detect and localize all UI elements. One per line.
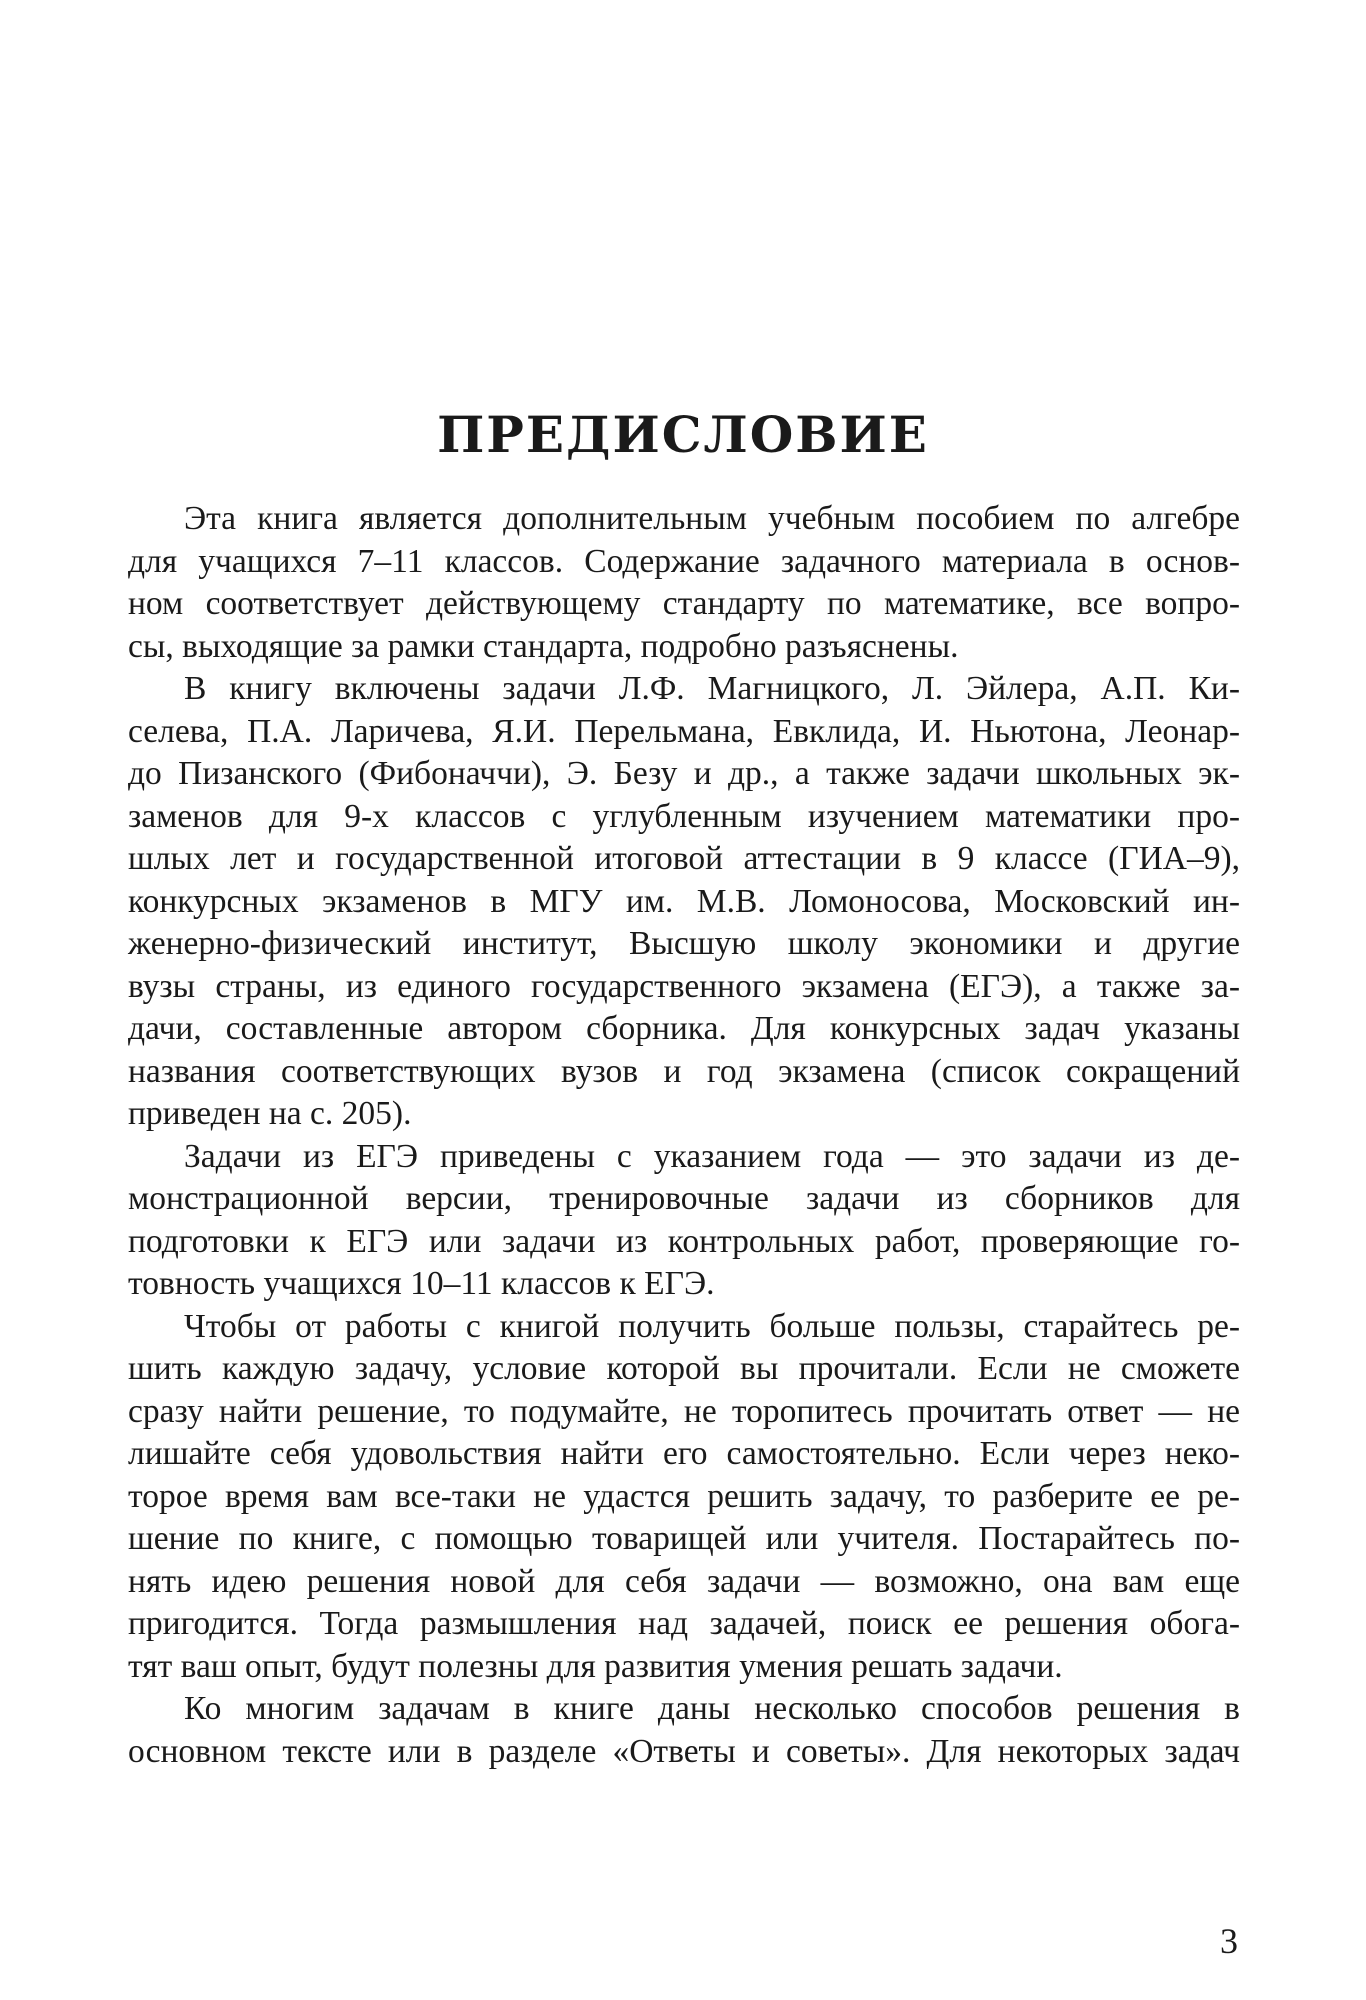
preface-text xyxy=(128,498,1240,1773)
paragraph xyxy=(128,1136,1240,1306)
text-line: В книгу включены задачи Л.Ф. Магницкого, Л. Эйлера, А.П. Ки- xyxy=(184,670,1240,707)
text-line: ном соответствует действующему стандарту по математике, все вопро- xyxy=(128,585,1240,622)
page-number: 3 xyxy=(1220,1921,1238,1961)
page-title: ПРЕДИСЛОВИЕ xyxy=(437,405,929,464)
paragraph xyxy=(128,498,1240,668)
text-line: дачи, составленные автором сборника. Для конкурсных задач указаны xyxy=(128,1010,1240,1047)
text-line: женерно-физический институт, Высшую школу экономики и другие xyxy=(128,925,1240,962)
text-line: сразу найти решение, то подумайте, не торопитесь прочитать ответ — не xyxy=(128,1392,1240,1430)
text-line: заменов для 9-х классов с углубленным изучением математики про- xyxy=(128,797,1240,835)
text-line: Эта книга является дополнительным учебным пособием по алгебре xyxy=(184,500,1240,537)
text-line: сы, выходящие за рамки стандарта, подробно разъяснены. xyxy=(128,627,959,665)
text-line: для учащихся 7–11 классов. Содержание задачного материала в основ- xyxy=(128,542,1240,580)
text-line: нять идею решения новой для себя задачи — возможно, она вам еще xyxy=(128,1562,1240,1600)
text-line: подготовки к ЕГЭ или задачи из контрольных работ, проверяющие го- xyxy=(128,1222,1240,1260)
text-line: Чтобы от работы с книгой получить больше пользы, старайтесь ре- xyxy=(184,1307,1240,1345)
text-line: монстрационной версии, тренировочные задачи из сборников для xyxy=(128,1180,1240,1217)
text-line: до Пизанского (Фибоначчи), Э. Безу и др., а также задачи школьных эк- xyxy=(128,755,1240,792)
text-line: приведен на с. 205). xyxy=(128,1095,412,1132)
paragraph xyxy=(128,668,1240,1136)
text-line: тят ваш опыт, будут полезны для развития умения решать задачи. xyxy=(128,1647,1063,1685)
text-line: шение по книге, с помощью товарищей или учителя. Постарайтесь по- xyxy=(128,1520,1240,1557)
text-line: Ко многим задачам в книге даны несколько способов решения в xyxy=(184,1690,1240,1727)
text-line: конкурсных экзаменов в МГУ им. М.В. Ломоносова, Московский ин- xyxy=(128,882,1240,920)
text-line: селева, П.А. Ларичева, Я.И. Перельмана, Евклида, И. Ньютона, Леонар- xyxy=(128,712,1240,750)
text-line: торое время вам все-таки не удастся решить задачу, то разберите ее ре- xyxy=(128,1477,1240,1515)
text-line: названия соответствующих вузов и год экзамена (список сокращений xyxy=(128,1052,1240,1090)
text-line: вузы страны, из единого государственного экзамена (ЕГЭ), а также за- xyxy=(128,967,1240,1005)
text-line: шлых лет и государственной итоговой аттестации в 9 классе (ГИА–9), xyxy=(128,840,1240,877)
paragraph xyxy=(128,1306,1240,1689)
text-line: товность учащихся 10–11 классов к ЕГЭ. xyxy=(128,1265,715,1302)
text-line: шить каждую задачу, условие которой вы прочитали. Если не сможете xyxy=(128,1350,1240,1387)
text-line: Задачи из ЕГЭ приведены с указанием года — это задачи из де- xyxy=(184,1137,1240,1175)
text-line: основном тексте или в разделе «Ответы и советы». Для некоторых задач xyxy=(128,1732,1240,1770)
text-line: пригодится. Тогда размышления над задачей, поиск ее решения обога- xyxy=(128,1605,1240,1642)
paragraph xyxy=(128,1688,1240,1773)
text-line: лишайте себя удовольствия найти его самостоятельно. Если через неко- xyxy=(128,1435,1240,1472)
